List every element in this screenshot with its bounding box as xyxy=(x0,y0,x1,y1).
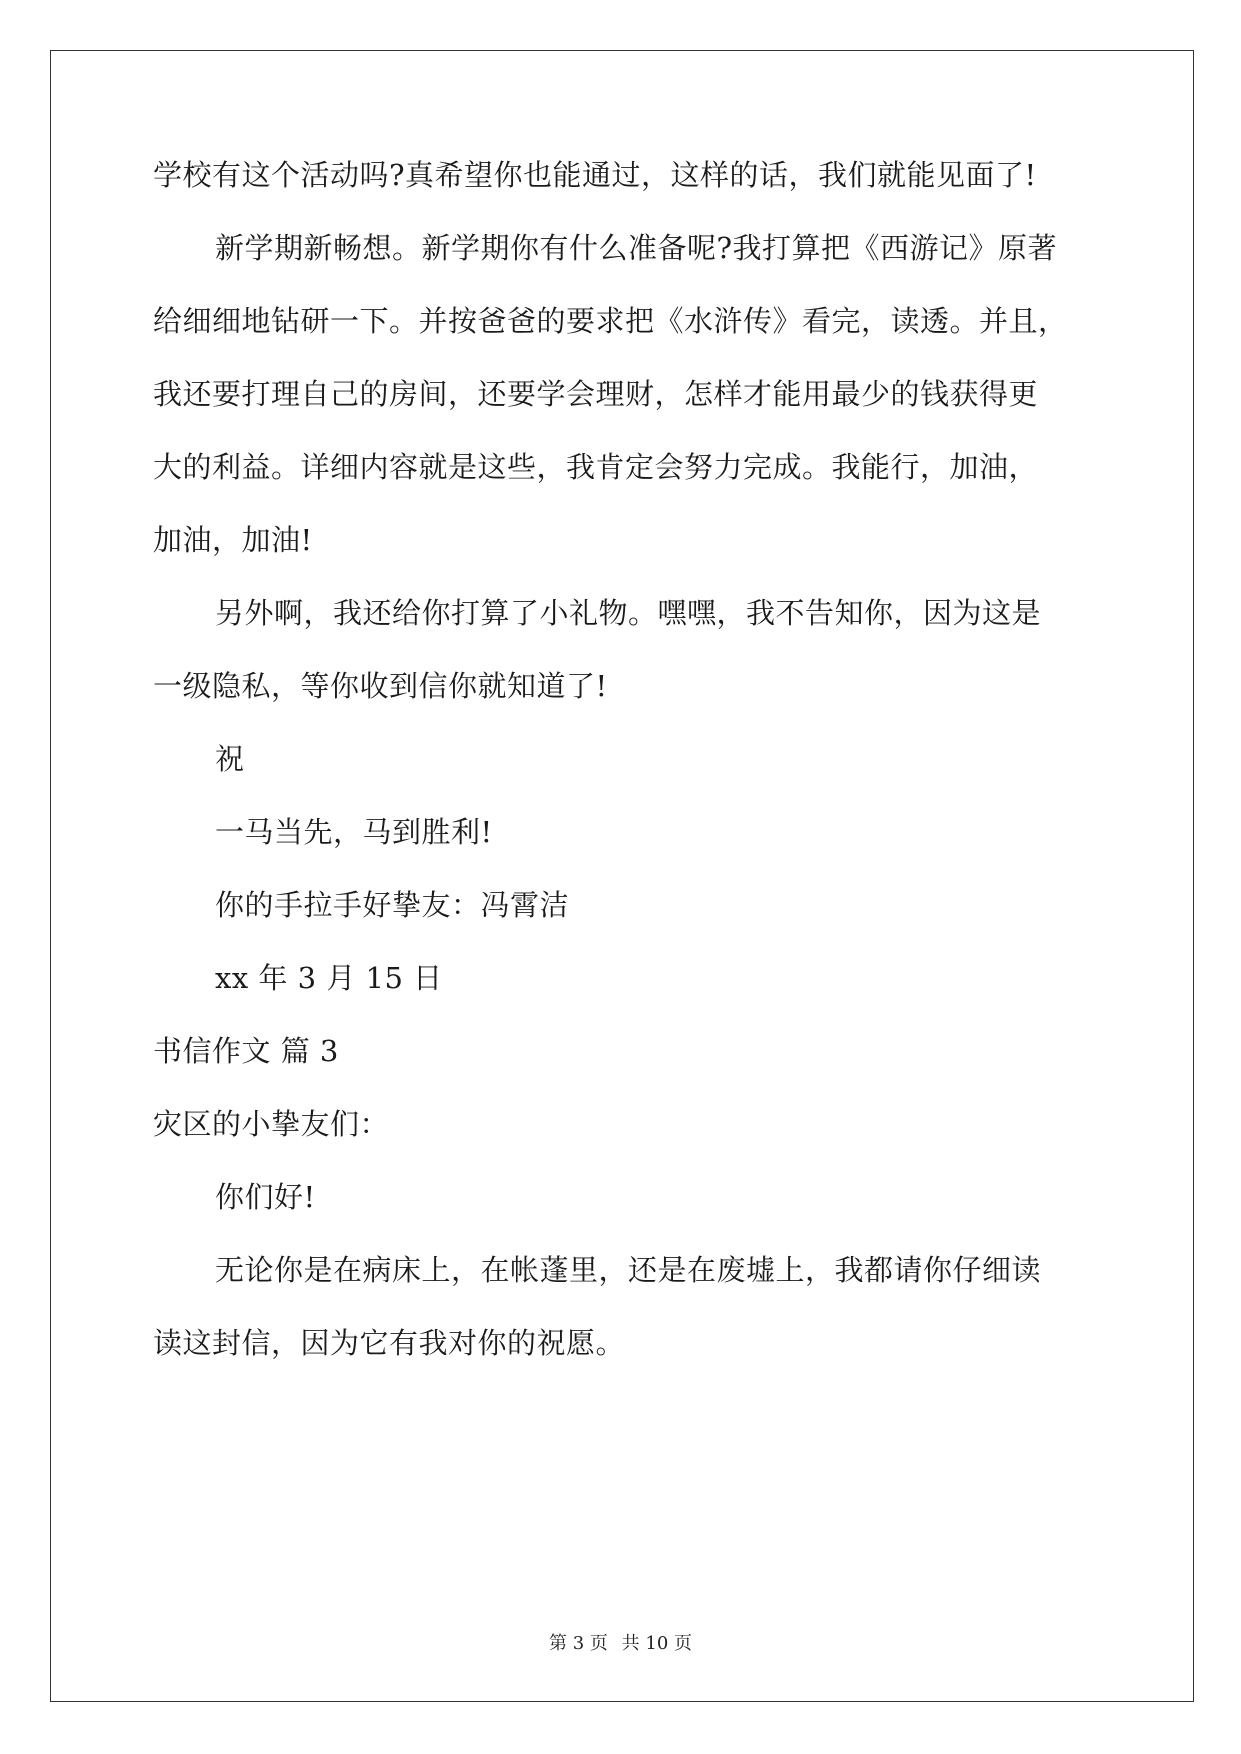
page-footer xyxy=(0,1632,1241,1656)
salutation: 灾区的小挚友们： xyxy=(153,1107,390,1141)
section-heading: 书信作文 篇 3 xyxy=(153,1034,339,1068)
paragraph-start: 无论你是在病床上，在帐蓬里，还是在废墟上，我都请你仔细读 xyxy=(215,1253,1042,1287)
closing-blessing: 一马当先，马到胜利! xyxy=(215,815,493,849)
text-line: 一级隐私，等你收到信你就知道了! xyxy=(153,669,608,703)
text-line: 加油，加油! xyxy=(153,523,313,557)
page-total: 共 10 页 xyxy=(621,1633,692,1654)
text-line: 给细细地钻研一下。并按爸爸的要求把《水浒传》看完，读透。并且， xyxy=(153,304,1068,338)
letter-date: xx 年 3 月 15 日 xyxy=(215,961,443,995)
page-number: 第 3 页 xyxy=(549,1633,608,1654)
paragraph-start: 新学期新畅想。新学期你有什么准备呢?我打算把《西游记》原著 xyxy=(215,231,1058,265)
text-line: 读这封信，因为它有我对你的祝愿。 xyxy=(153,1326,626,1360)
signature: 你的手拉手好挚友：冯霄洁 xyxy=(215,888,570,922)
text-line: 学校有这个活动吗?真希望你也能通过，这样的话，我们就能见面了! xyxy=(153,158,1037,192)
closing-wish: 祝 xyxy=(215,742,245,776)
greeting: 你们好! xyxy=(215,1180,316,1214)
text-line: 大的利益。详细内容就是这些，我肯定会努力完成。我能行，加油， xyxy=(153,450,1039,484)
text-line: 我还要打理自己的房间，还要学会理财，怎样才能用最少的钱获得更 xyxy=(153,377,1039,411)
page-border xyxy=(50,50,1194,1702)
paragraph-start: 另外啊，我还给你打算了小礼物。嘿嘿，我不告知你，因为这是 xyxy=(215,596,1042,630)
